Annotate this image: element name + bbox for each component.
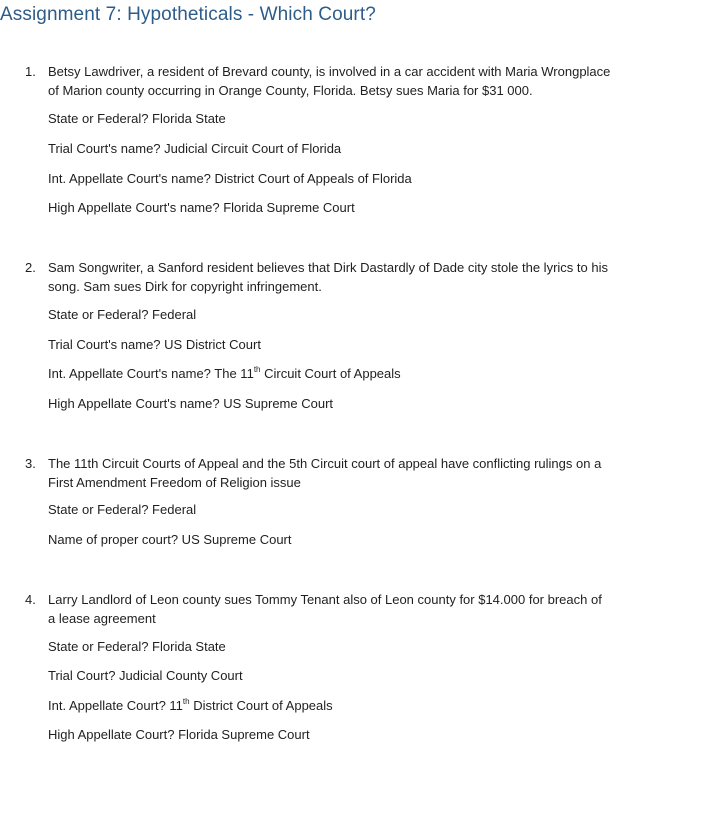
question-text-line: The 11th Circuit Courts of Appeal and the 5th Circuit court of appeal have conflicting rulings on a: [48, 456, 602, 471]
question-number: 3.: [25, 456, 36, 471]
question-text: [48, 454, 623, 492]
ordinal-suffix: th: [253, 364, 261, 374]
answer-line: State or Federal? Federal: [48, 307, 197, 322]
question-text: [48, 590, 623, 628]
answer-line: Int. Appellate Court's name? The 11th Circuit Court of Appeals: [48, 364, 401, 381]
question-text-line: of Marion county occurring in Orange County, Florida. Betsy sues Maria for $31 000.: [48, 83, 533, 98]
answer-line: Trial Court's name? US District Court: [48, 337, 261, 352]
answer-line: State or Federal? Federal: [48, 502, 197, 517]
ordinal-suffix: th: [182, 696, 190, 706]
question-number: 4.: [25, 592, 36, 607]
question-text-line: song. Sam sues Dirk for copyright infringement.: [48, 279, 322, 294]
answer-line: State or Federal? Florida State: [48, 639, 226, 654]
question-text-line: Sam Songwriter, a Sanford resident believes that Dirk Dastardly of Dade city stole the lyrics to his: [48, 260, 608, 275]
question-text-line: Larry Landlord of Leon county sues Tommy Tenant also of Leon county for $14.000 for breach of: [48, 592, 602, 607]
answer-line: State or Federal? Florida State: [48, 111, 226, 126]
answer-line: High Appellate Court's name? US Supreme Court: [48, 396, 334, 411]
answer-line: Int. Appellate Court's name? District Court of Appeals of Florida: [48, 171, 412, 186]
answer-line: Trial Court? Judicial County Court: [48, 668, 243, 683]
question-text-line: First Amendment Freedom of Religion issue: [48, 475, 301, 490]
question-number: 1.: [25, 64, 36, 79]
question-text: [48, 62, 623, 100]
answer-line: Trial Court's name? Judicial Circuit Court of Florida: [48, 141, 342, 156]
answer-line: High Appellate Court? Florida Supreme Court: [48, 727, 310, 742]
answer-line: Int. Appellate Court? 11th District Court of Appeals: [48, 696, 333, 713]
question-text: [48, 258, 623, 296]
question-text-line: Betsy Lawdriver, a resident of Brevard county, is involved in a car accident with Maria Wrongplace: [48, 64, 611, 79]
answer-line: Name of proper court? US Supreme Court: [48, 532, 292, 547]
question-text-line: a lease agreement: [48, 611, 156, 626]
question-number: 2.: [25, 260, 36, 275]
answer-line: High Appellate Court's name? Florida Supreme Court: [48, 200, 355, 215]
page-title: Assignment 7: Hypotheticals - Which Court?: [0, 4, 376, 25]
